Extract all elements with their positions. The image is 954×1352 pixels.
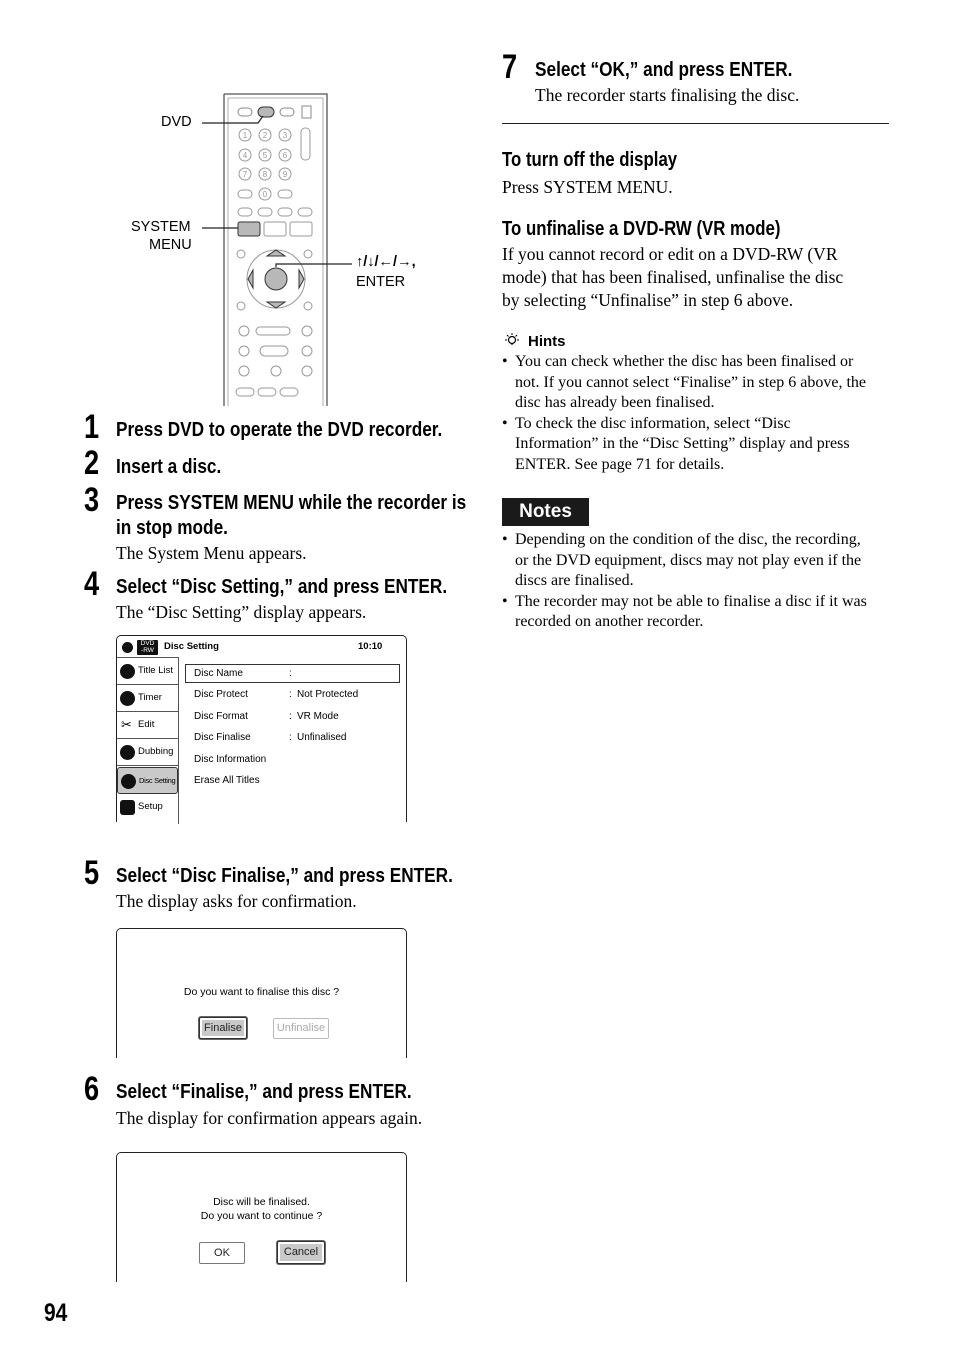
setting-disc-name[interactable]: Disc Name <box>194 668 243 679</box>
screen-title: Disc Setting <box>164 641 219 652</box>
step-6-desc: The display for confirmation appears again. <box>116 1108 423 1128</box>
svg-text:1: 1 <box>242 131 248 140</box>
menu-label: Edit <box>138 719 155 730</box>
unfinalise-button[interactable]: Unfinalise <box>273 1018 329 1039</box>
hint-line: Information” in the “Disc Setting” display and press <box>515 435 850 452</box>
page-number: 94 <box>44 1299 68 1327</box>
step-5-title: Select “Disc Finalise,” and press ENTER. <box>116 864 453 887</box>
setting-disc-information[interactable]: Disc Information <box>194 754 267 765</box>
turn-off-text: Press SYSTEM MENU. <box>502 177 673 197</box>
hint-line: • You can check whether the disc has been finalised or <box>515 353 854 370</box>
step-2-title: Insert a disc. <box>116 455 222 478</box>
unfinalise-line1: If you cannot record or edit on a DVD-RW (VR <box>502 244 838 264</box>
step-3-title-line1: Press SYSTEM MENU while the recorder is <box>116 491 467 514</box>
setting-colon: : <box>289 732 292 743</box>
svg-text:8: 8 <box>262 170 268 179</box>
hint-line: • To check the disc information, select “Disc <box>515 414 791 432</box>
screen-time: 10:10 <box>358 641 383 652</box>
step-5-number: 5 <box>84 854 100 892</box>
arrows-callout-label: ↑/↓/←/→, <box>356 254 416 270</box>
setting-erase-all-titles[interactable]: Erase All Titles <box>194 775 260 786</box>
note-line: or the DVD equipment, discs may not play even if the <box>515 551 862 569</box>
step-3-desc: The System Menu appears. <box>116 543 307 563</box>
menu-title-list[interactable] <box>117 658 178 685</box>
disc-icon <box>122 642 133 653</box>
clock-icon <box>120 691 135 706</box>
section-divider <box>502 123 889 124</box>
setting-colon: : <box>289 711 292 722</box>
unfinalise-line3: by selecting “Unfinalise” in step 6 above. <box>502 290 794 310</box>
note-line: • The recorder may not be able to finalise a disc if it was <box>515 592 867 610</box>
finalise-confirm-dialog <box>116 928 407 1058</box>
cancel-button[interactable]: Cancel <box>277 1241 325 1264</box>
side-menu <box>117 657 179 824</box>
svg-text:0: 0 <box>262 190 268 199</box>
badge-bottom: -RW <box>141 647 154 654</box>
setting-disc-protect[interactable]: Disc Protect <box>194 689 248 700</box>
disc-setting-icon <box>121 774 136 789</box>
setting-disc-protect-value: Not Protected <box>297 689 359 700</box>
svg-text:2: 2 <box>262 131 268 140</box>
dvd-rw-badge <box>137 640 158 655</box>
scissors-icon: ✂ <box>121 717 132 732</box>
svg-text:4: 4 <box>242 151 248 160</box>
menu-setup[interactable] <box>117 794 178 821</box>
dialog-question: Do you want to finalise this disc ? <box>183 986 340 998</box>
hint-item <box>502 352 894 414</box>
menu-label: Title List <box>138 665 174 676</box>
continue-confirm-dialog <box>116 1152 407 1282</box>
step-2-number: 2 <box>84 444 100 482</box>
menu-label: Setup <box>138 801 163 812</box>
step-1-number: 1 <box>84 408 100 446</box>
hint-line: ENTER. See page 71 for details. <box>515 455 725 473</box>
note-line: discs are finalised. <box>515 572 634 589</box>
step-7-title: Select “OK,” and press ENTER. <box>535 58 793 81</box>
notes-heading: Notes <box>502 498 589 526</box>
note-line: • Depending on the condition of the disc, the recording, <box>515 531 861 548</box>
step-4-desc: The “Disc Setting” display appears. <box>116 602 367 622</box>
setting-colon: : <box>289 689 292 700</box>
setting-disc-format[interactable]: Disc Format <box>194 711 248 722</box>
toolbox-icon <box>120 800 135 815</box>
hints-list <box>502 352 894 475</box>
hint-line: not. If you cannot select “Finalise” in step 6 above, the <box>515 373 867 391</box>
menu-dubbing[interactable] <box>117 739 178 766</box>
svg-text:9: 9 <box>282 170 288 179</box>
unfinalise-heading: To unfinalise a DVD-RW (VR mode) <box>502 218 781 240</box>
hint-item <box>502 414 894 476</box>
lightbulb-icon <box>502 332 522 350</box>
hint-line: disc has already been finalised. <box>515 394 715 411</box>
step-6-number: 6 <box>84 1070 100 1108</box>
menu-label: Disc Setting <box>139 776 176 785</box>
menu-timer[interactable] <box>117 685 178 712</box>
dvd-callout-label: DVD <box>161 114 192 130</box>
svg-text:3: 3 <box>282 131 288 140</box>
step-5-desc: The display asks for confirmation. <box>116 891 357 911</box>
dialog-line1: Disc will be finalised. <box>213 1196 310 1208</box>
setting-disc-finalise-value: Unfinalised <box>297 732 347 743</box>
menu-callout-label: MENU <box>149 237 192 253</box>
svg-text:6: 6 <box>282 151 288 160</box>
note-item <box>502 530 894 592</box>
disc-setting-screen <box>116 635 407 822</box>
svg-text:5: 5 <box>262 151 268 160</box>
badge-top: DVD <box>140 640 155 647</box>
svg-text:7: 7 <box>242 170 248 179</box>
step-4-number: 4 <box>84 565 100 603</box>
turn-off-heading: To turn off the display <box>502 149 678 171</box>
note-item <box>502 592 894 633</box>
system-callout-label: SYSTEM <box>131 219 191 235</box>
note-line: recorded on another recorder. <box>515 613 704 630</box>
hints-heading: Hints <box>528 333 566 350</box>
menu-disc-setting[interactable] <box>117 767 178 794</box>
dialog-line2: Do you want to continue ? <box>200 1210 323 1222</box>
step-7-desc: The recorder starts finalising the disc. <box>535 85 800 105</box>
finalise-button[interactable]: Finalise <box>199 1017 247 1039</box>
ok-button[interactable]: OK <box>199 1242 245 1264</box>
dubbing-icon <box>120 745 135 760</box>
step-3-number: 3 <box>84 481 100 519</box>
step-6-title: Select “Finalise,” and press ENTER. <box>116 1080 412 1103</box>
step-4-title: Select “Disc Setting,” and press ENTER. <box>116 575 448 598</box>
step-3-title-line2: in stop mode. <box>116 516 228 539</box>
remote-illustration <box>120 88 450 413</box>
step-1-title: Press DVD to operate the DVD recorder. <box>116 418 443 441</box>
menu-label: Dubbing <box>138 746 174 757</box>
menu-edit[interactable] <box>117 712 178 739</box>
title-list-icon <box>120 664 135 679</box>
step-7-number: 7 <box>502 48 518 86</box>
notes-list <box>502 530 894 633</box>
enter-callout-label: ENTER <box>356 274 406 290</box>
unfinalise-line2: mode) that has been finalised, unfinalise the disc <box>502 267 844 287</box>
setting-disc-format-value: VR Mode <box>297 711 339 722</box>
menu-label: Timer <box>138 692 162 703</box>
setting-colon: : <box>289 668 292 679</box>
setting-disc-finalise[interactable]: Disc Finalise <box>194 732 251 743</box>
